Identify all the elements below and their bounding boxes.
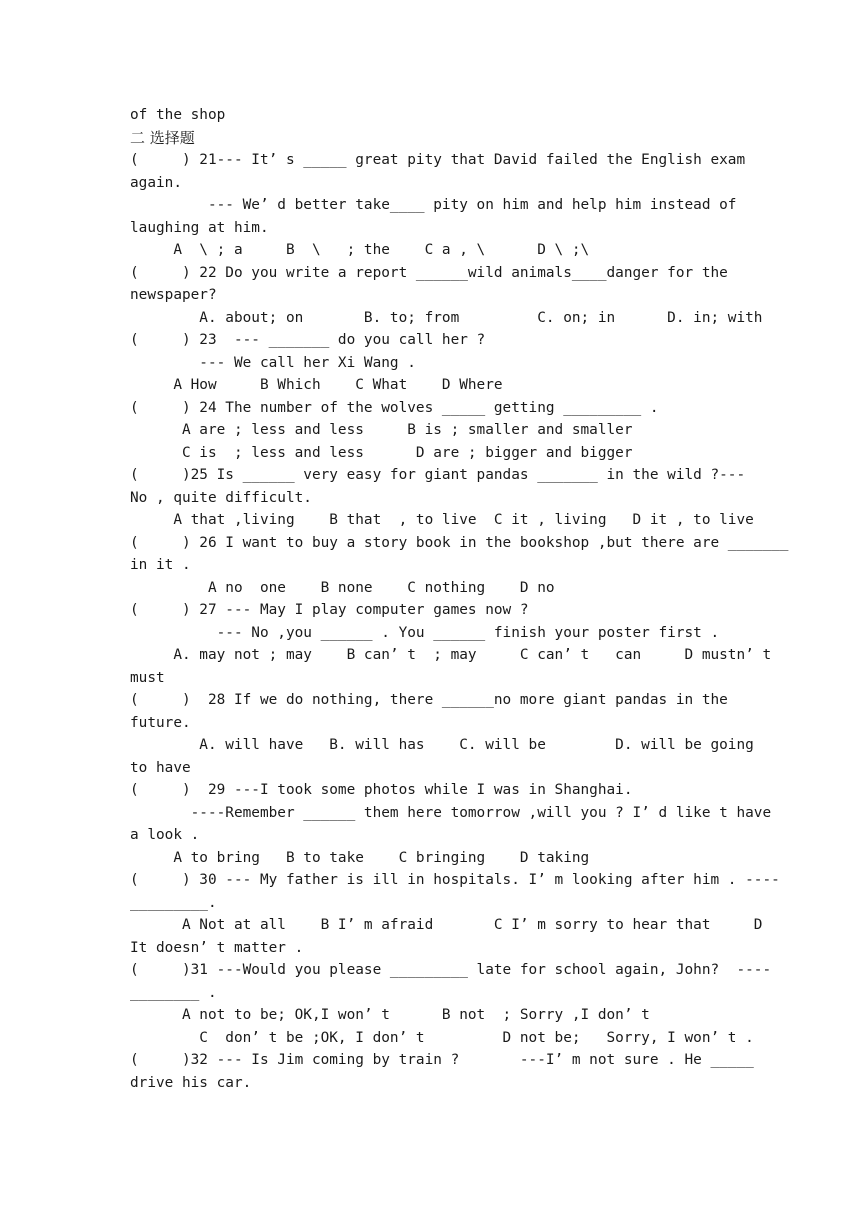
- text-line: No , quite difficult.: [130, 489, 312, 506]
- question-29-line: ( ) 29 ---I took some photos while I was in Shanghai.: [130, 782, 633, 798]
- question-31-line: ( )31 ---Would you please _________ late for school again, John? ----: [130, 962, 772, 978]
- text-line: drive his car.: [130, 1074, 252, 1091]
- text-line: future.: [130, 714, 191, 731]
- question-21-line: ( ) 21--- It’ s _____ great pity that David failed the English exam: [130, 152, 746, 168]
- text-line: --- We call her Xi Wang .: [130, 354, 416, 371]
- question-28-line: ( ) 28 If we do nothing, there ______no more giant pandas in the: [130, 692, 728, 708]
- question-26-line: ( ) 26 I want to buy a story book in the bookshop ,but there are _______: [130, 534, 789, 551]
- options-line: C is ; less and less D are ; bigger and bigger: [130, 444, 633, 461]
- text-line: ----Remember ______ them here tomorrow ,will you ? I’ d like t have: [130, 804, 772, 821]
- options-line: A How B Which C What D Where: [130, 377, 503, 393]
- question-23-line: ( ) 23 --- _______ do you call her ?: [130, 332, 486, 348]
- options-line: A not to be; OK,I won’ t B not ; Sorry ,I don’ t: [130, 1007, 650, 1023]
- options-line: A. about; on B. to; from C. on; in D. in; with: [130, 309, 763, 326]
- text-line: ________ .: [130, 984, 217, 1001]
- text-line: _________.: [130, 894, 217, 911]
- question-32-line: ( )32 --- Is Jim coming by train ? ---I’ m not sure . He _____: [130, 1052, 754, 1068]
- options-line: A \ ; a B \ ; the C a , \ D \ ;\: [130, 242, 590, 258]
- options-line: A to bring B to take C bringing D taking: [130, 849, 590, 866]
- text-line: It doesn’ t matter .: [130, 939, 304, 956]
- options-line: A Not at all B I’ m afraid C I’ m sorry to hear that D: [130, 917, 763, 933]
- options-line: A are ; less and less B is ; smaller and smaller: [130, 422, 633, 438]
- text-line: --- No ,you ______ . You ______ finish your poster first .: [130, 624, 720, 641]
- options-line: A no one B none C nothing D no: [130, 579, 555, 596]
- options-line: A that ,living B that , to live C it , living D it , to live: [130, 512, 754, 528]
- question-24-line: ( ) 24 The number of the wolves _____ getting _________ .: [130, 399, 659, 416]
- question-30-line: ( ) 30 --- My father is ill in hospitals. I’ m looking after him . ----: [130, 872, 780, 888]
- text-line: of the shop: [130, 107, 226, 123]
- text-line: again.: [130, 174, 182, 191]
- worksheet-page: [130, 104, 789, 1094]
- options-line: A. will have B. will has C. will be D. will be going: [130, 737, 754, 753]
- section-title: 二 选择题: [130, 128, 195, 147]
- text-line: in it .: [130, 557, 191, 573]
- text-line: --- We’ d better take____ pity on him and help him instead of: [130, 197, 737, 213]
- question-25-line: ( )25 Is ______ very easy for giant pandas _______ in the wild ?---: [130, 467, 746, 483]
- options-line: A. may not ; may B can’ t ; may C can’ t can D mustn’ t: [130, 647, 772, 663]
- text-line: a look .: [130, 827, 200, 843]
- text-line: newspaper?: [130, 287, 217, 303]
- question-27-line: ( ) 27 --- May I play computer games now ?: [130, 602, 529, 618]
- options-line: C don’ t be ;OK, I don’ t D not be; Sorry, I won’ t .: [130, 1029, 754, 1046]
- question-22-line: ( ) 22 Do you write a report ______wild animals____danger for the: [130, 264, 728, 281]
- text-line: to have: [130, 759, 191, 776]
- text-line: laughing at him.: [130, 219, 269, 236]
- text-line: must: [130, 669, 165, 686]
